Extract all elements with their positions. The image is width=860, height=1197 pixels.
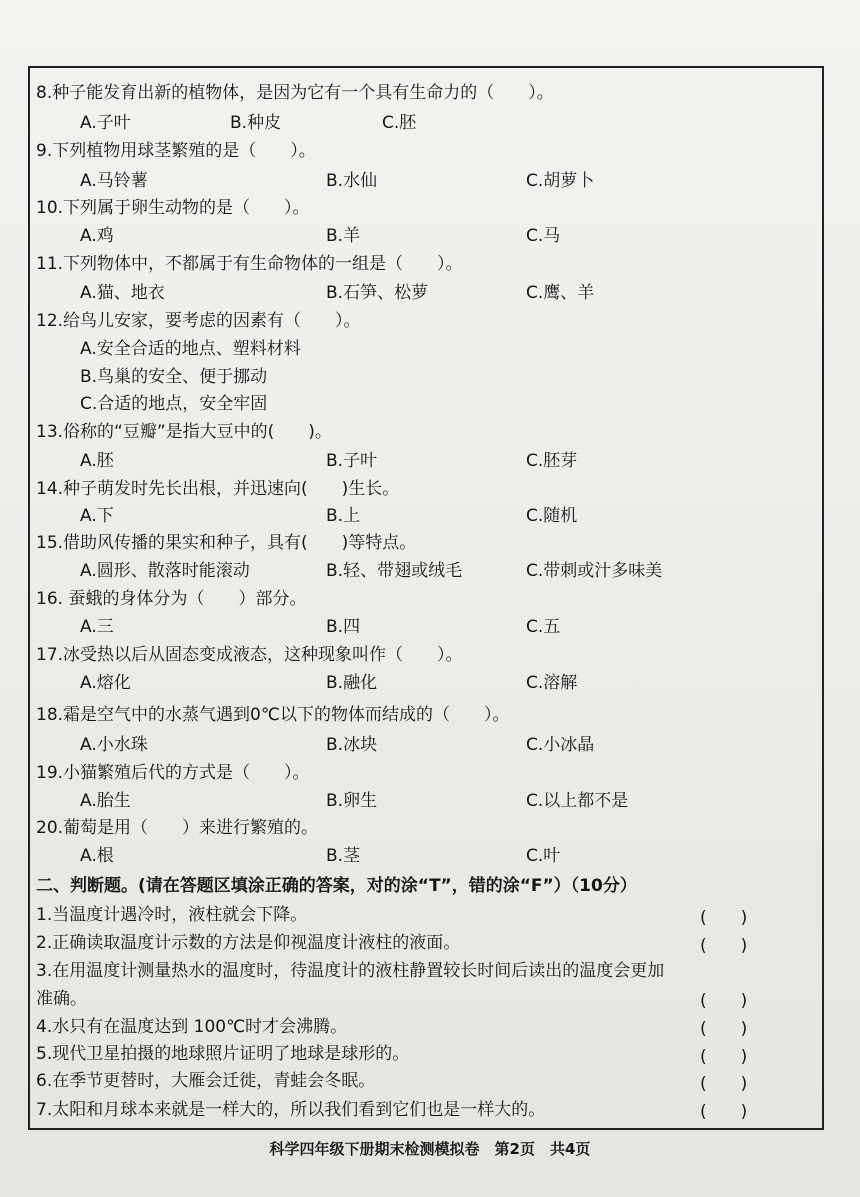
option-b: B.轻、带翅或绒毛	[326, 561, 463, 581]
option-c: C.胡萝卜	[526, 171, 595, 191]
judge-item-6: 6.在季节更替时，大雁会迁徙，青蛙会冬眠。	[36, 1071, 376, 1091]
option-c: C.以上都不是	[526, 791, 629, 811]
question-14: 14.种子萌发时先长出根，并迅速向( )生长。	[36, 479, 400, 499]
question-12: 12.给鸟儿安家，要考虑的因素有（ ）。	[36, 311, 361, 331]
option-b: B.子叶	[326, 451, 378, 471]
judge-item-3-cont: 准确。	[36, 989, 87, 1009]
question-15: 15.借助风传播的果实和种子，具有( )等特点。	[36, 533, 417, 553]
option-a: A.熔化	[80, 673, 131, 693]
option-a: A.小水珠	[80, 735, 148, 755]
option-a: A.鸡	[80, 226, 114, 246]
question-19: 19.小猫繁殖后代的方式是（ ）。	[36, 763, 310, 783]
question-11: 11.下列物体中，不都属于有生命物体的一组是（ ）。	[36, 254, 463, 274]
judge-item-2: 2.正确读取温度计示数的方法是仰视温度计液柱的液面。	[36, 933, 461, 953]
option-b: B.上	[326, 506, 361, 526]
option-b: B.卵生	[326, 791, 378, 811]
option-b: B.水仙	[326, 171, 378, 191]
option-c: C.小冰晶	[526, 735, 595, 755]
question-17: 17.冰受热以后从固态变成液态，这种现象叫作（ ）。	[36, 645, 463, 665]
option-b: B.冰块	[326, 735, 378, 755]
option-b: B.四	[326, 617, 361, 637]
question-16: 16. 蚕蛾的身体分为（ ）部分。	[36, 589, 307, 609]
option-b: B.融化	[326, 673, 378, 693]
judge-item-3: 3.在用温度计测量热水的温度时，待温度计的液柱静置较长时间后读出的温度会更加	[36, 961, 665, 981]
option-c: C.溶解	[526, 673, 578, 693]
option-c: C.鹰、羊	[526, 283, 595, 303]
question-10: 10.下列属于卵生动物的是（ ）。	[36, 198, 310, 218]
option-a: A.三	[80, 617, 114, 637]
option-c: C.带刺或汁多味美	[526, 561, 663, 581]
option-c: C.马	[526, 226, 561, 246]
option-b: B.石笋、松萝	[326, 283, 429, 303]
question-20: 20.葡萄是用（ ）来进行繁殖的。	[36, 818, 319, 838]
judge-item-5: 5.现代卫星拍摄的地球照片证明了地球是球形的。	[36, 1044, 410, 1064]
option-a: A.胚	[80, 451, 114, 471]
option-c: C.随机	[526, 506, 578, 526]
option-c: C.胚芽	[526, 451, 578, 471]
section-heading: 二、判断题。(请在答题区填涂正确的答案，对的涂“T”，错的涂“F”）（10分）	[36, 876, 637, 896]
judge-item-4: 4.水只有在温度达到 100℃时才会沸腾。	[36, 1017, 348, 1037]
option-a: A.根	[80, 846, 114, 866]
answer-parens: ( )	[700, 1074, 748, 1094]
question-18: 18.霜是空气中的水蒸气遇到0℃以下的物体而结成的（ ）。	[36, 705, 510, 725]
page-footer: 科学四年级下册期末检测模拟卷 第2页 共4页	[269, 1140, 591, 1158]
answer-parens: ( )	[700, 936, 748, 956]
answer-parens: ( )	[700, 1102, 748, 1122]
question-9: 9.下列植物用球茎繁殖的是（ ）。	[36, 141, 316, 161]
option-b: B.羊	[326, 226, 361, 246]
judge-item-7: 7.太阳和月球本来就是一样大的，所以我们看到它们也是一样大的。	[36, 1100, 546, 1120]
option-b: B.种皮	[230, 113, 282, 133]
judge-item-1: 1.当温度计遇冷时，液柱就会下降。	[36, 905, 308, 925]
option-c: C.合适的地点，安全牢固	[80, 394, 268, 414]
option-a: A.圆形、散落时能滚动	[80, 561, 250, 581]
option-a: A.安全合适的地点、塑料材料	[80, 339, 301, 359]
option-c: C.胚	[382, 113, 417, 133]
option-c: C.五	[526, 617, 561, 637]
option-b: B.茎	[326, 846, 361, 866]
question-8: 8.种子能发育出新的植物体，是因为它有一个具有生命力的（ ）。	[36, 83, 554, 103]
option-a: A.马铃薯	[80, 171, 148, 191]
answer-parens: ( )	[700, 991, 748, 1011]
answer-parens: ( )	[700, 908, 748, 928]
answer-parens: ( )	[700, 1019, 748, 1039]
question-13: 13.俗称的“豆瓣”是指大豆中的( )。	[36, 422, 332, 442]
answer-parens: ( )	[700, 1047, 748, 1067]
option-a: A.胎生	[80, 791, 131, 811]
option-a: A.子叶	[80, 113, 131, 133]
option-b: B.鸟巢的安全、便于挪动	[80, 367, 268, 387]
option-c: C.叶	[526, 846, 561, 866]
option-a: A.猫、地衣	[80, 283, 165, 303]
option-a: A.下	[80, 506, 114, 526]
